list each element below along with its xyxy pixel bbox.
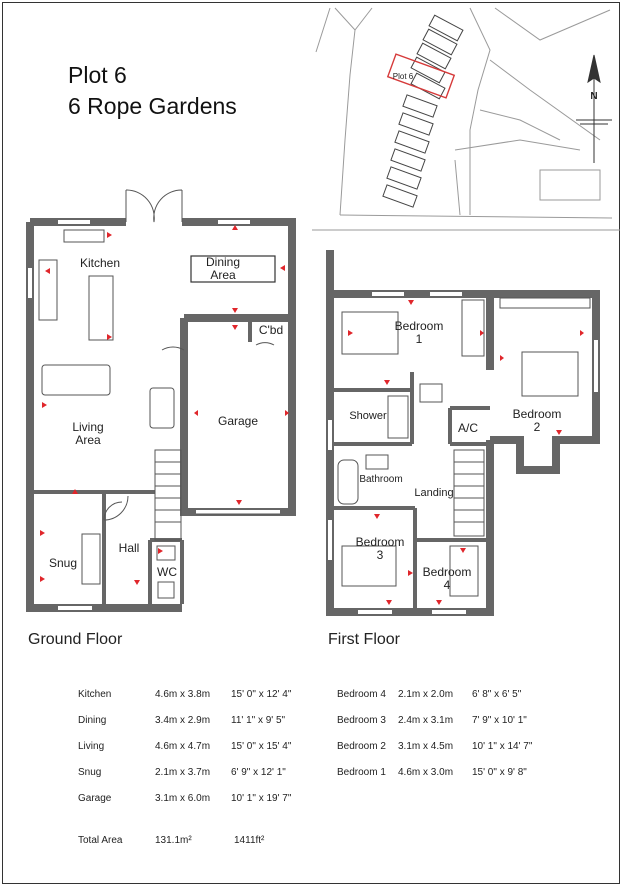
dim-room: Bedroom 1 xyxy=(337,767,386,778)
ground-floor-label: Ground Floor xyxy=(28,631,123,648)
total-area-imperial: 1411ft² xyxy=(234,835,265,846)
dim-room: Bedroom 3 xyxy=(337,715,386,726)
room-label-bedroom-4: Bedroom 4 xyxy=(422,565,472,592)
room-label-garage: Garage xyxy=(217,414,259,428)
room-label-bedroom-3: Bedroom 3 xyxy=(355,535,405,562)
room-label-hall: Hall xyxy=(118,541,140,555)
dim-room: Snug xyxy=(78,767,102,778)
dim-metric: 4.6m x 4.7m xyxy=(155,741,211,752)
dim-imperial: 15' 0" x 15' 4" xyxy=(231,741,292,752)
dim-metric: 2.4m x 3.1m xyxy=(398,715,454,726)
dim-imperial: 11' 1" x 9' 5" xyxy=(231,715,286,726)
room-label-wc: WC xyxy=(157,565,177,579)
site-plan xyxy=(312,8,620,230)
room-label-kitchen: Kitchen xyxy=(79,256,121,270)
dim-imperial: 10' 1" x 14' 7" xyxy=(472,741,533,752)
dim-room: Bedroom 4 xyxy=(337,689,386,700)
room-label-shower: Shower xyxy=(349,410,387,422)
room-label-living: Living Area xyxy=(72,420,104,447)
total-area-metric: 131.1m² xyxy=(155,835,192,846)
room-label-bedroom-2: Bedroom 2 xyxy=(512,407,562,434)
dim-metric: 4.6m x 3.8m xyxy=(155,689,211,700)
plot-number: Plot 6 xyxy=(68,62,127,88)
first-floor-label: First Floor xyxy=(328,631,400,648)
dim-imperial: 15' 0" x 9' 8" xyxy=(472,767,527,778)
room-label-bathroom: Bathroom xyxy=(359,474,403,485)
north-label: N xyxy=(590,91,598,102)
dim-imperial: 10' 1" x 19' 7" xyxy=(231,793,292,804)
total-area-label: Total Area xyxy=(78,835,123,846)
dim-metric: 3.4m x 2.9m xyxy=(155,715,211,726)
dim-imperial: 7' 9" x 10' 1" xyxy=(472,715,527,726)
plot-address: 6 Rope Gardens xyxy=(68,93,237,119)
dim-imperial: 6' 9" x 12' 1" xyxy=(231,767,286,778)
dim-room: Dining xyxy=(78,715,107,726)
north-arrow-icon xyxy=(576,55,612,163)
ground-floor-plan xyxy=(30,190,292,608)
dim-imperial: 6' 8" x 6' 5" xyxy=(472,689,522,700)
room-label-landing: Landing xyxy=(414,487,454,499)
dim-room: Living xyxy=(78,741,105,752)
room-label-cupboard: C'bd xyxy=(258,323,284,337)
room-label-bedroom-1: Bedroom 1 xyxy=(394,319,444,346)
dim-room: Garage xyxy=(78,793,112,804)
dim-metric: 3.1m x 4.5m xyxy=(398,741,454,752)
dim-metric: 4.6m x 3.0m xyxy=(398,767,454,778)
site-plot-label: Plot 6 xyxy=(392,72,414,81)
room-label-snug: Snug xyxy=(48,556,78,570)
dim-metric: 2.1m x 3.7m xyxy=(155,767,211,778)
dim-room: Bedroom 2 xyxy=(337,741,386,752)
dim-room: Kitchen xyxy=(78,689,112,700)
dim-metric: 2.1m x 2.0m xyxy=(398,689,454,700)
room-label-dining: Dining Area xyxy=(205,255,241,282)
dim-metric: 3.1m x 6.0m xyxy=(155,793,211,804)
dim-imperial: 15' 0" x 12' 4" xyxy=(231,689,292,700)
room-label-ac: A/C xyxy=(457,421,478,435)
